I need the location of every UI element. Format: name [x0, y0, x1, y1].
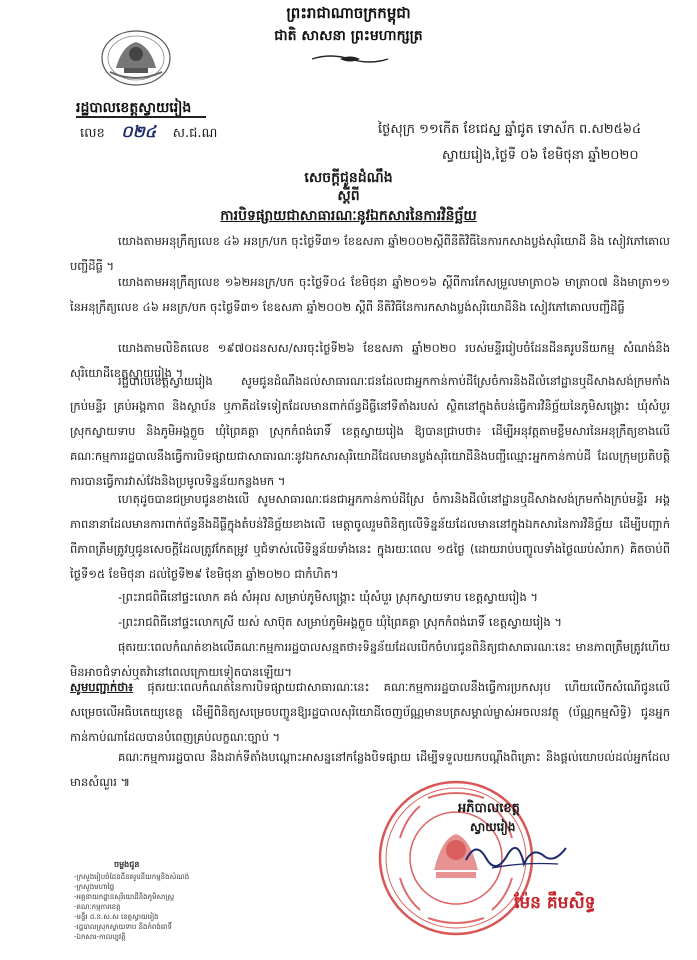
- signatory-province: ស្វាយរៀង: [470, 820, 516, 834]
- copy-to-item: -អគ្គនាយកដ្ឋានសុរិយោដីនិងភូមិសាស្ត្រ: [74, 893, 175, 901]
- paragraph-reference-2: យោងតាមអនុក្រឹត្យលេខ ១៦២អនក្រ/បក ចុះថ្ងៃទី០៤ ខែមិថុនា ឆ្នាំ២០១៦ ស្តីពីការកែសម្រួលមាត្រា០៦ មាត្រា០៧ និងមាត្រា១១ នៃអនុក្រឹត្យលេខ ៤៦ អនក្រ/បក ចុះថ្ងៃទី៣១ ខែឧសភា ឆ្នាំ២០០២ ស្តីពី នីតិវិធីនៃការកសាងប្លង់សុរិយោដីនិង សៀវភៅគោលបញ្ជីដីធ្លី: [70, 275, 670, 314]
- issuing-authority: រដ្ឋបាលខេត្តស្វាយរៀង: [76, 100, 192, 116]
- paragraph-request: ហេតុដូចបានជម្រាបជូនខាងលើ សូមសាធារណៈជនជាអ្នកកាន់កាប់ដីស្រែ ចំការនិងដីលំនៅដ្ឋានឬដីសាងសង់ក្រមកាំងក្រប់មន្ទីរ អង្គភាពនានាដែលមានការពាក់ព័ន្ធនឹងដីធ្លីក្នុងតំបន់វិនិច្ឆ័យខាងលើ មេត្តាចូលរួមពិនិត្យលើទិន្នន័យដែលមាននៅក្នុងឯកសារនៃការវិនិច្ឆ័យ ដើម្បីបញ្ជាក់ពីភាពត្រឹមត្រូវឬជូនសេចក្តីដែលត្រូវកែតម្រូវ ឬជំទាស់លើទិន្នន័យទាំងនេះ ក្នុងរយៈពេល ១៥ថ្ងៃ (ដោយរាប់បញ្ចូលទាំងថ្ងៃឈប់សំរាក) គិតចាប់ពីថ្ងៃទី១៥ ខែមិថុនា ដល់ថ្ងៃទី២៩ ខែមិថុនា ឆ្នាំ២០២០ ជាកំហិត។: [70, 492, 670, 581]
- subject-heading: ការបិទផ្សាយជាសាធារណៈនូវឯកសារនៃការវិនិច្ឆ័យ: [220, 208, 477, 224]
- lunar-date: ថ្ងៃសុក្រ ១១កើត ខែជេស្ឋ ឆ្នាំជូត ទោស័ក ព.ស២៥៦៤: [378, 122, 642, 137]
- paragraph-closing: គណៈកម្មការរដ្ឋបាល នឹងដាក់ទីតាំងបណ្ដោះអាសន្ននៅកន្លែងបិទផ្សាយ ដើម្បីទទួលយកបណ្តឹងពិគ្រោះ និងផ្តល់យោបល់ដល់អ្នកដែលមានសំណួរ ៕: [70, 750, 670, 789]
- copy-to-item: -ក្រសួងរៀបចំដែនដីនគរូបនីយកម្មនិងសំណង់: [74, 873, 190, 881]
- copy-to-list: [74, 860, 314, 942]
- copy-to-item: -គណៈកម្មការខេត្ត: [74, 903, 121, 911]
- handwritten-signature-icon: [462, 834, 572, 874]
- copy-to-title: ចម្លងជូន: [114, 860, 140, 869]
- subject-label: ស្តីពី: [337, 188, 360, 204]
- government-emblem-icon: [100, 28, 172, 90]
- paragraph-clarification: [70, 675, 670, 750]
- paragraph-reference-3: យោងតាមលិខិតលេខ ១៩៧០ដនសស/សរចុះថ្ងៃទី២៦ ខែឧសភា ឆ្នាំ២០២០ របស់មន្ទីររៀបចំដែនដីនគរូបនីយកម្ម សំណង់និងសុរិយោដីខេត្តស្វាយរៀង ។: [70, 341, 670, 380]
- paragraph-reference-1: យោងតាមអនុក្រឹត្យលេខ ៤៦ អនក្រ/បក ចុះថ្ងៃទី៣១ ខែឧសភា ឆ្នាំ២០០២ស្តីពីនីតិវិធីនៃការកសាងប្លង់សុរិយោដី និង សៀវភៅគោលបញ្ជីដីធ្លី ។: [70, 234, 670, 273]
- document-date: ស្វាយរៀង,ថ្ងៃទី ០៦ ខែមិថុនា ឆ្នាំ២០២០: [442, 148, 639, 163]
- signatory-name: ម៉ែន គឹមសិទ្ធ: [514, 893, 596, 913]
- clarification-lead: សូមបញ្ជាក់ថា៖: [70, 680, 134, 694]
- reference-suffix: ស.ជ.ណ: [172, 126, 218, 141]
- reference-label: លេខ: [80, 126, 105, 141]
- signatory-title: អភិបាលខេត្ត: [458, 801, 520, 816]
- copy-to-item: -មន្ទីរ ដ.ន.ស.ស ខេត្តស្វាយរៀង: [74, 913, 159, 921]
- national-motto: ជាតិ សាសនា ព្រះមហាក្សត្រ: [274, 28, 423, 44]
- location-item-1: -ព្រះរាជពិធីនៅផ្ទះលោក គង់ សំអុល សម្រាប់ភូមិសង្គ្រោះ ឃុំសំបួរ ស្រុកស្វាយទាប ខេត្តស្វាយរៀង ។: [118, 590, 538, 604]
- document-type-heading: សេចក្តីជូនដំណឹង: [304, 170, 393, 186]
- reference-value: ០២៤: [121, 122, 157, 141]
- kingdom-heading: ព្រះរាជាណាចក្រកម្ពុជា: [286, 4, 411, 22]
- reference-number: [80, 121, 217, 145]
- authority-underline: [76, 116, 206, 118]
- ornament-divider-icon: [310, 52, 390, 66]
- copy-to-item: -រដ្ឋបាលស្រុកស្វាយទាប និងកំពង់រោទិ៍: [74, 923, 172, 931]
- paragraph-deadline: ផុតរយៈពេលកំណត់ខាងលើគណៈកម្មការរដ្ឋបាលសន្មតថា៖ទិន្នន័យដែលបើកចំហរជូនពិនិត្យជាសាធារណៈនេះ មានភាពត្រឹមត្រូវហើយមិនអាចជំទាស់ឬតវ៉ានៅពេលក្រោយទៀតបានឡើយ។: [70, 640, 670, 679]
- clarification-text: ផុតរយៈពេលកំណត់នៃការបិទផ្សាយជាសាធារណៈនេះ គណៈកម្មការរដ្ឋបាលនឹងធ្វើការប្រកសរុប ហើយលើកសំណើជូនលើសម្រេចលើអធិបតេយ្យខេត្ត ដើម្បីពិនិត្យសម្រេចបញ្ចូនឱ្យរដ្ឋបាលសុរិយោដីចេញប័ណ្ណមានបត្រសម្គាល់ម្ចាស់អចលនវត្ថុ (ប័ណ្ណកម្មសិទ្ធិ) ជូនអ្នកកាន់កាប់ណាដែលបានបំពេញគ្រប់លក្ខណៈច្បាប់ ។: [70, 680, 670, 744]
- copy-to-item: -ឯកសារ-កាលប្បវត្តិ: [74, 933, 126, 941]
- paragraph-notice: រដ្ឋបាលខេត្តស្វាយរៀង សូមជូនដំណឹងដល់សាធារណៈជនដែលជាអ្នកកាន់កាប់ដីស្រែចំការនិងដីលំនៅដ្ឋានឬដីសាងសង់ក្រមកាំងក្រប់មន្ទីរ គ្រប់អង្គភាព និងស្ថាប័ន ឬភាគីដទៃទៀតដែលមានពាក់ព័ន្ធដីធ្លីនៅទីតាំងរបស់ ស្ថិតនៅក្នុងតំបន់ធ្វើការវិនិច្ឆ័យនៃភូមិសង្គ្រោះ ឃុំសំបួរ ស្រុកស្វាយទាប និងភូមិអង្គក្លួច ឃុំព្រៃគគ្គា ស្រុកកំពង់រោទិ៍ ខេត្តស្វាយរៀង ឱ្យបានជ្រាបថា៖ ដើម្បីអនុវត្តតាមខ្លឹមសារនៃអនុក្រឹត្យខាងលើ គណៈកម្មការរដ្ឋបាលនឹងធ្វើការបិទផ្សាយជាសាធារណៈនូវឯកសារសុរិយោដីដែលមានប្លង់សុរិយោដីនិងបញ្ជីឈ្មោះអ្នកកាន់កាប់ដី ដែលក្រុមប្រតិបត្តិការបានធ្វើការវាស់វែងនិងប្រមូលទិន្នន័យកន្លងមក ។: [70, 374, 670, 488]
- location-item-2: -ព្រះរាជពិធីនៅផ្ទះលោកស្រី យស់ សាប៊ុត សម្រាប់ភូមិអង្គក្លួច ឃុំព្រៃគគ្គា ស្រុកកំពង់រោទិ៍ ខេត្តស្វាយរៀង ។: [118, 615, 562, 629]
- copy-to-item: -ក្រសួងមហាផ្ទៃ: [74, 883, 115, 891]
